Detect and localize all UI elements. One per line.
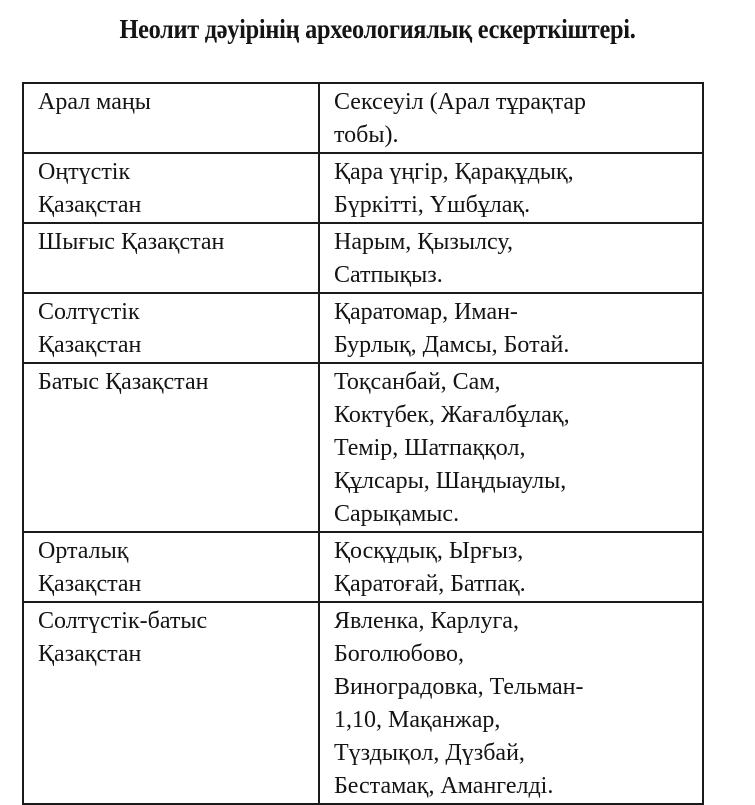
sites-text: Сарықамыс. (334, 501, 460, 527)
region-cell (23, 602, 319, 804)
sites-text: Құлсары, Шаңдыаулы, (334, 468, 567, 494)
sites-text: Сексеуіл (Арал тұрақтар (334, 89, 587, 115)
region-cell (23, 532, 319, 602)
region-text: Солтүстік (38, 299, 140, 325)
sites-text: Боголюбово, (334, 641, 464, 667)
sites-cell (319, 83, 703, 153)
region-text: Орталық (38, 538, 129, 564)
sites-cell (319, 293, 703, 363)
region-cell (23, 363, 319, 532)
sites-cell (319, 363, 703, 532)
sites-text: Коктүбек, Жағалбұлақ, (334, 402, 570, 428)
sites-text: Нарым, Қызылсу, (334, 229, 513, 255)
sites-text: 1,10, Мақанжар, (334, 707, 501, 733)
sites-text: Қара үңгір, Қарақұдық, (334, 159, 574, 185)
region-cell (23, 153, 319, 223)
region-text: Солтүстік-батыс (38, 608, 208, 634)
region-text: Арал маңы (38, 89, 151, 115)
sites-text: тобы). (334, 122, 399, 148)
table-row (23, 293, 703, 363)
sites-text: Темір, Шатпаққол, (334, 435, 526, 461)
sites-text: Бурлық, Дамсы, Ботай. (334, 332, 570, 358)
table-row (23, 532, 703, 602)
sites-cell (319, 602, 703, 804)
sites-cell (319, 532, 703, 602)
sites-text: Қаратоғай, Батпақ. (334, 571, 526, 597)
sites-text: Тоқсанбай, Сам, (334, 369, 501, 395)
region-text: Батыс Қазақстан (38, 369, 209, 395)
page-title: Неолит дәуірінің археологиялық ескерткіштері. (119, 14, 636, 44)
table-row (23, 83, 703, 153)
neolithic-monuments-table (22, 82, 704, 805)
table-row (23, 153, 703, 223)
region-cell (23, 83, 319, 153)
sites-cell (319, 153, 703, 223)
region-text: Шығыс Қазақстан (38, 229, 225, 255)
sites-text: Виноградовка, Тельман- (334, 674, 584, 700)
table-row (23, 602, 703, 804)
region-text: Оңтүстік (38, 159, 131, 185)
region-cell (23, 223, 319, 293)
sites-text: Қосқұдық, Ырғыз, (334, 538, 524, 564)
region-text: Қазақстан (38, 571, 142, 597)
region-cell (23, 293, 319, 363)
sites-cell (319, 223, 703, 293)
region-text: Қазақстан (38, 332, 142, 358)
region-text: Қазақстан (38, 192, 142, 218)
sites-text: Бестамақ, Амангелді. (334, 773, 554, 799)
sites-text: Түздықол, Дүзбай, (334, 740, 525, 766)
table-row (23, 223, 703, 293)
sites-text: Қаратомар, Иман- (334, 299, 518, 325)
region-text: Қазақстан (38, 641, 142, 667)
sites-text: Бүркітті, Үшбұлақ. (334, 192, 531, 218)
sites-text: Явленка, Карлуга, (334, 608, 519, 634)
sites-text: Сатпықыз. (334, 262, 443, 288)
table-row (23, 363, 703, 532)
